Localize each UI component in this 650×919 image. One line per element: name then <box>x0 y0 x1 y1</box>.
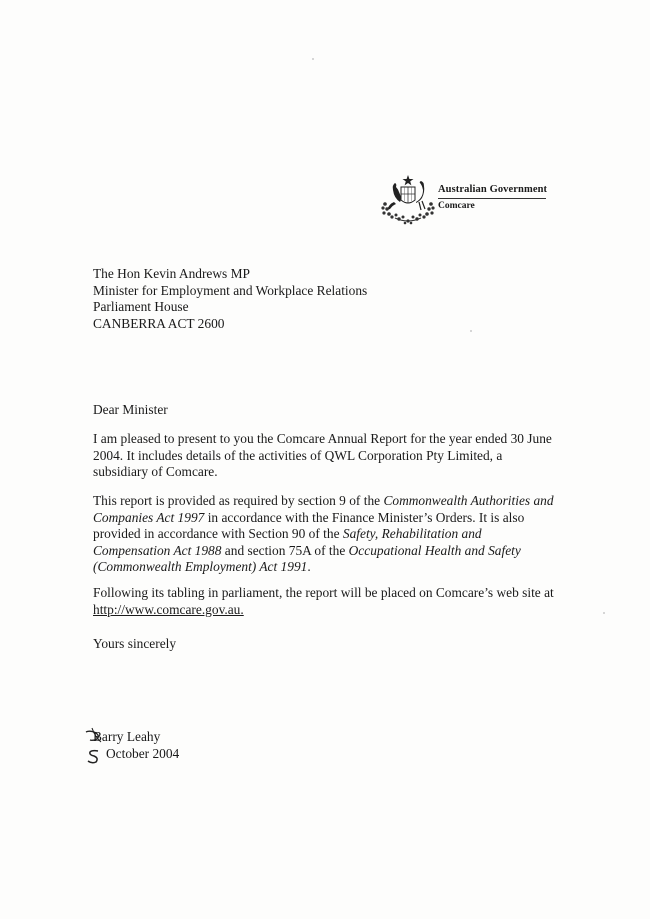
scan-speck <box>603 612 605 614</box>
paragraph-line <box>93 510 554 527</box>
paragraph-line <box>93 559 554 576</box>
paragraph-line: I am pleased to present to you the Comcare Annual Report for the year ended 30 June <box>93 431 552 446</box>
website-link[interactable]: http://www.comcare.gov.au. <box>93 601 244 617</box>
agency-name: Comcare <box>438 201 475 211</box>
paragraph-line: subsidiary of Comcare. <box>93 464 218 480</box>
act-title: Occupational Health and Safety <box>348 542 521 558</box>
text-run: This report is provided as required by section 9 of the <box>93 493 384 508</box>
act-title: Companies Act 1997 <box>93 509 205 525</box>
salutation: Dear Minister <box>93 402 168 417</box>
signatory-name: Barry Leahy <box>93 729 161 744</box>
coat-of-arms-icon <box>379 174 437 226</box>
text-run: . <box>307 559 311 575</box>
addressee-line: Minister for Employment and Workplace Relations <box>93 282 368 298</box>
government-name: Australian Government <box>438 184 548 195</box>
addressee-block <box>93 266 367 332</box>
paragraph-line <box>93 543 554 560</box>
paragraph-line: 2004. It includes details of the activities of QWL Corporation Pty Limited, a <box>93 447 503 463</box>
paragraph-1 <box>93 431 552 481</box>
act-title: Safety, Rehabilitation and <box>342 526 482 542</box>
paragraph-3 <box>93 585 554 618</box>
text-run: in accordance with the Finance Minister’s Orders. It is also <box>204 509 525 525</box>
signature-block <box>93 729 179 762</box>
act-title: Compensation Act 1988 <box>93 542 222 558</box>
addressee-line: CANBERRA ACT 2600 <box>93 315 225 331</box>
text-run: provided in accordance with Section 90 of the <box>93 526 343 542</box>
addressee-line: Parliament House <box>93 299 189 315</box>
closing: Yours sincerely <box>93 636 177 651</box>
paragraph-line: Following its tabling in parliament, the report will be placed on Comcare’s web site at <box>93 585 554 600</box>
letterhead-divider <box>438 198 546 199</box>
paragraph-line <box>93 526 554 543</box>
act-title: (Commonwealth Employment) Act 1991 <box>93 559 308 575</box>
scan-speck <box>312 58 314 60</box>
paragraph-2 <box>93 493 554 576</box>
paragraph-line <box>93 493 554 510</box>
letterhead-text <box>438 184 550 212</box>
text-run: and section 75A of the <box>221 542 349 558</box>
addressee-line: The Hon Kevin Andrews MP <box>93 266 250 281</box>
scan-speck <box>470 330 472 332</box>
act-title: Commonwealth Authorities and <box>383 493 554 508</box>
signature-date: October 2004 <box>106 745 180 761</box>
letterhead <box>379 174 549 226</box>
